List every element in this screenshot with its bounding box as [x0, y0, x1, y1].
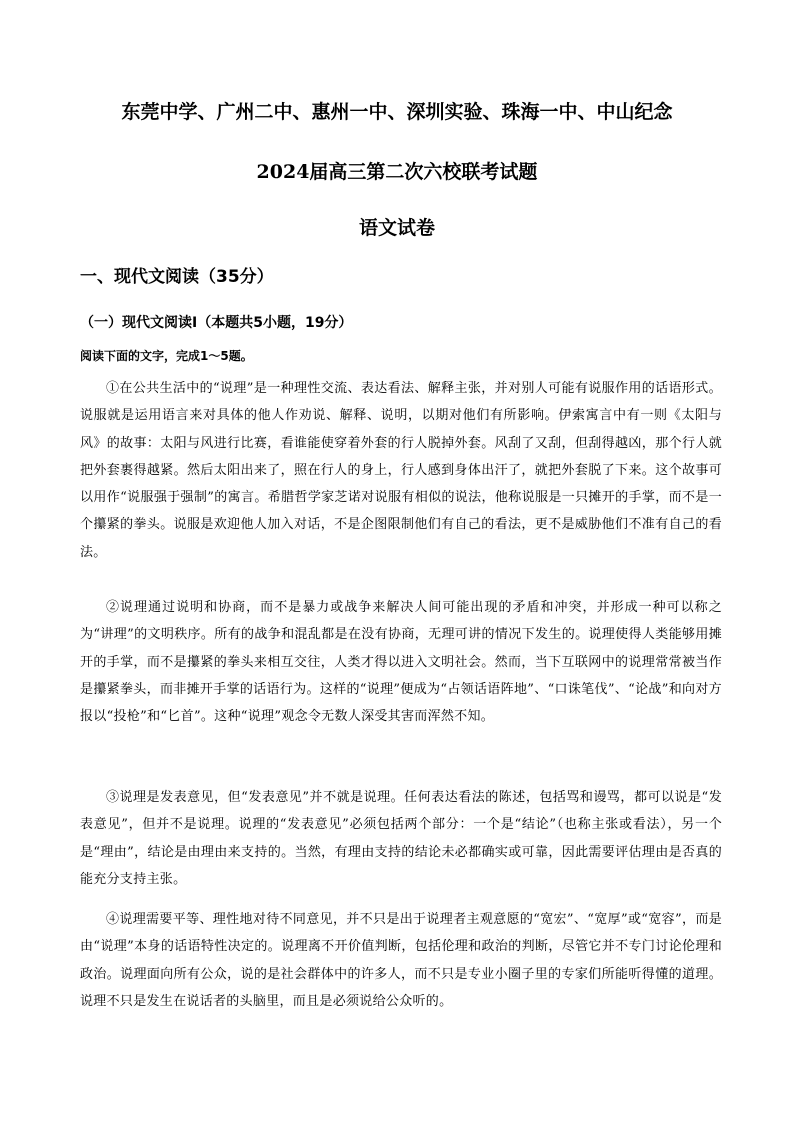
exam-title-name: 2024届高三第二次六校联考试题	[256, 161, 538, 183]
section-heading: 一、现代文阅读（35分）	[80, 267, 274, 287]
passage-paragraph-1: ①在公共生活中的“说理”是一种理性交流、表达看法、解释主张，并对别人可能有说服作用的话语形式。说服就是运用语言来对具体的他人作劝说、解释、说明，以期对他们有所影响。伊索寓言中有一则《太阳与风》的故事：太阳与风进行比赛，看谁能使穿着外套的行人脱掉外套。风刮了又刮，但刮得越凶，那个行人就把外套裹得越紧。然后太阳出来了，照在行人的身上，行人感到身体出汗了，就把外套脱了下来。这个故事可以用作“说服强于强制”的寓言。希腊哲学家芝诺对说服有相似的说法，他称说服是一只摊开的手掌，而不是一个攥紧的拳头。说服是欢迎他人加入对话，不是企图限制他们有自己的看法，更不是威胁他们不准有自己的看法。	[80, 381, 722, 560]
passage-paragraph-4: ④说理需要平等、理性地对待不同意见，并不只是出于说理者主观意愿的“宽宏”、“宽厚”或“宽容”，而是由“说理”本身的话语特性决定的。说理离不开价值判断，包括伦理和政治的判断，尽管它并不专门讨论伦理和政治。说理面向所有公众，说的是社会群体中的许多人，而不只是专业小圈子里的专家们所能听得懂的道理。说理不只是发生在说话者的头脑里，而且是必须说给公众听的。	[80, 912, 722, 1009]
exam-title-schools: 东莞中学、广州二中、惠州一中、深圳实验、珠海一中、中山纪念	[121, 101, 673, 123]
passage-paragraph-3: ③说理是发表意见，但“发表意见”并不就是说理。任何表达看法的陈述，包括骂和谩骂，都可以说是“发表意见”，但并不是说理。说理的“发表意见”必须包括两个部分：一个是“结论”（也称主张或看法），另一个是“理由”，结论是由理由来支持的。当然，有理由支持的结论未必都确实或可靠，因此需要评估理由是否真的能充分支持主张。	[80, 790, 722, 887]
exam-subject-title: 语文试卷	[358, 217, 435, 239]
reading-instruction: 阅读下面的文字，完成1～5题。	[80, 349, 253, 363]
subsection-heading: （一）现代文阅读Ⅰ（本题共5小题，19分）	[80, 315, 353, 331]
passage-paragraph-2: ②说理通过说明和协商，而不是暴力或战争来解决人间可能出现的矛盾和冲突，并形成一种可以称之为“讲理”的文明秩序。所有的战争和混乱都是在没有协商，无理可讲的情况下发生的。说理使得人类能够用摊开的手掌，而不是攥紧的拳头来相互交往，人类才得以进入文明社会。然而，当下互联网中的说理常常被当作是攥紧拳头，而非摊开手掌的话语行为。这样的“说理”便成为“占领话语阵地”、“口诛笔伐”、“论战”和向对方报以“投枪”和“匕首”。这种“说理”观念令无数人深受其害而浑然不知。	[80, 600, 722, 725]
